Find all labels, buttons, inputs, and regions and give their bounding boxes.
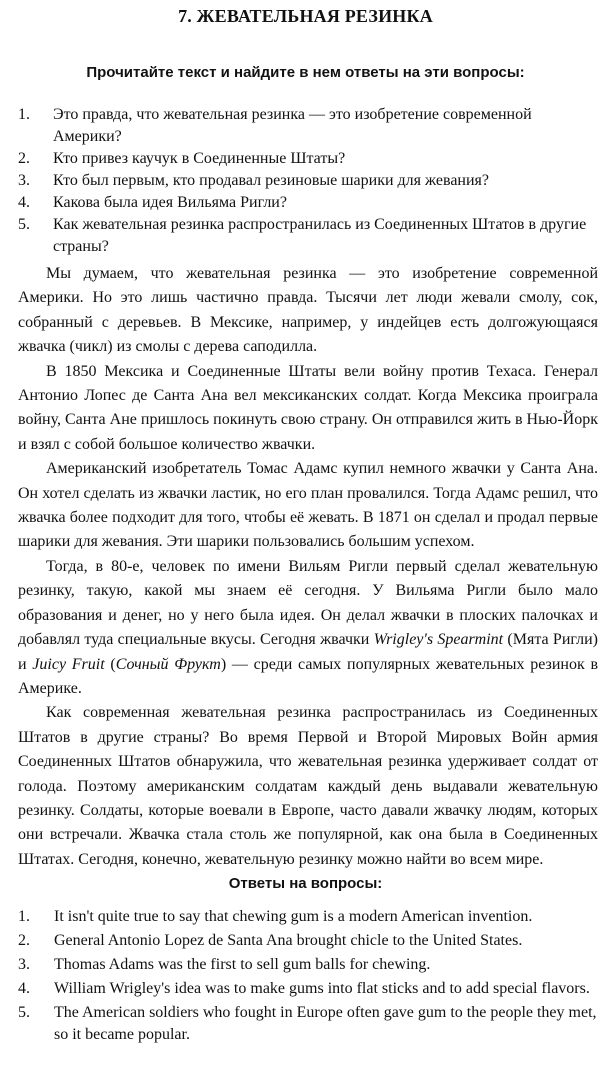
question-item	[18, 148, 603, 170]
answer-number: 4.	[18, 980, 30, 997]
brand-wrigleys-spearmint: Wrigley's Spearmint	[373, 631, 504, 649]
answers-heading: Ответы на вопросы:	[228, 875, 383, 892]
question-number: 3.	[18, 172, 30, 189]
paragraph-3: Американский изобретатель Томас Адамс купил немного жвачки у Санта Ана. Он хотел сделать из жвачки ластик, но его план провалился. Тогда Адамс решил, что жвачка более подходит для того, чтобы её жевать. В 1871 он сделал и продал первые шарики для жевания. Эти шарики пользовались большим успехом.	[18, 460, 598, 551]
answer-item	[18, 954, 603, 976]
paragraph-4	[18, 555, 598, 701]
question-text: Кто был первым, кто продавал резиновые шарики для жевания?	[53, 172, 489, 189]
page-title: 7. ЖЕВАТЕЛЬНАЯ РЕЗИНКА	[178, 6, 433, 26]
question-item	[18, 104, 603, 148]
paragraph-4-text-c: (	[104, 655, 116, 673]
paragraph-2: В 1850 Мексика и Соединенные Штаты вели войну против Техаса. Генерал Антонио Лопес де Санта Ана вел мексиканских солдат. Когда Мексика проиграла войну, Санта Анe пришлось покинуть свою страну. Он отправился жить в Нью-Йорк и взял с собой большое количество жвачки.	[18, 362, 598, 453]
question-text: Как жевательная резинка распространилась из Соединенных Штатов в другие страны?	[53, 216, 587, 255]
question-number: 2.	[18, 150, 30, 167]
answer-number: 3.	[18, 956, 30, 973]
answer-item	[18, 906, 603, 928]
question-item	[18, 170, 603, 192]
article-body	[18, 262, 598, 872]
answer-text: William Wrigley's idea was to make gums into flat sticks and to add special flavors.	[54, 980, 590, 997]
question-text: Какова была идея Вильяма Ригли?	[53, 194, 287, 211]
brand-juicy-fruit: Juicy Fruit	[32, 655, 105, 673]
paragraph-4-text-a: Тогда, в 80-е, человек по имени Вильям Ригли первый сделал жевательную резинку, такую, какой мы знаем её сегодня. У Вильяма Ригли было мало образования и денег, но у него была идея. Он делал жвачки в плоских палочках и добавлял туда специальные вкусы. Сегодня жвачки	[18, 557, 598, 649]
question-item	[18, 192, 603, 214]
answer-text: General Antonio Lopez de Santa Ana brought chicle to the United States.	[54, 932, 523, 949]
paragraph-5: Как современная жевательная резинка распространилась из Соединенных Штатов в другие страны? Во время Первой и Второй Мировых Войн армия Соединенных Штатов обнаружила, что жевательная резинка удерживает солдат от голода. Поэтому американским солдатам каждый день выдавали жевательную резинку. Солдаты, которые воевали в Европе, часто давали жвачку людям, которых они встречали. Жвачка стала столь же популярной, как она была в Соединенных Штатах. Сегодня, конечно, жевательную резинку можно найти во всем мире.	[18, 704, 598, 868]
question-number: 4.	[18, 194, 30, 211]
answer-number: 5.	[18, 1004, 30, 1021]
question-text: Это правда, что жевательная резинка — это изобретение современной Америки?	[53, 106, 532, 145]
answer-item	[18, 930, 603, 952]
answer-text: The American soldiers who fought in Europe often gave gum to the people they met, so it became popular.	[54, 1004, 597, 1043]
answer-text: It isn't quite true to say that chewing gum is a modern American invention.	[54, 908, 533, 925]
paragraph-4-text-d: ) — среди самых популярных жевательных резинок в Америке.	[18, 655, 599, 697]
answer-item	[18, 1002, 603, 1046]
answer-text: Thomas Adams was the first to sell gum balls for chewing.	[54, 956, 431, 973]
answer-number: 2.	[18, 932, 30, 949]
question-number: 5.	[18, 216, 30, 233]
question-number: 1.	[18, 106, 30, 123]
paragraph-1: Мы думаем, что жевательная резинка — это изобретение современной Америки. Но это лишь частично правда. Тысячи лет люди жевали смолу, сок, собранный с деревьев. В Мексике, например, у индейцев есть долгожующаяся жвачка (чикл) из смолы с дерева саподилла.	[18, 265, 598, 356]
paragraph-4-text-b: (Мята Ригли) и	[18, 631, 599, 673]
answers-list	[18, 906, 603, 1048]
question-text: Кто привез каучук в Соединенные Штаты?	[53, 150, 346, 167]
questions-heading: Прочитайте текст и найдите в нем ответы на эти вопросы:	[86, 64, 525, 81]
questions-list	[18, 104, 603, 258]
answer-item	[18, 978, 603, 1000]
question-item	[18, 214, 603, 258]
brand-juicy-fruit-ru: Сочный Фрукт	[115, 655, 221, 673]
answer-number: 1.	[18, 908, 30, 925]
